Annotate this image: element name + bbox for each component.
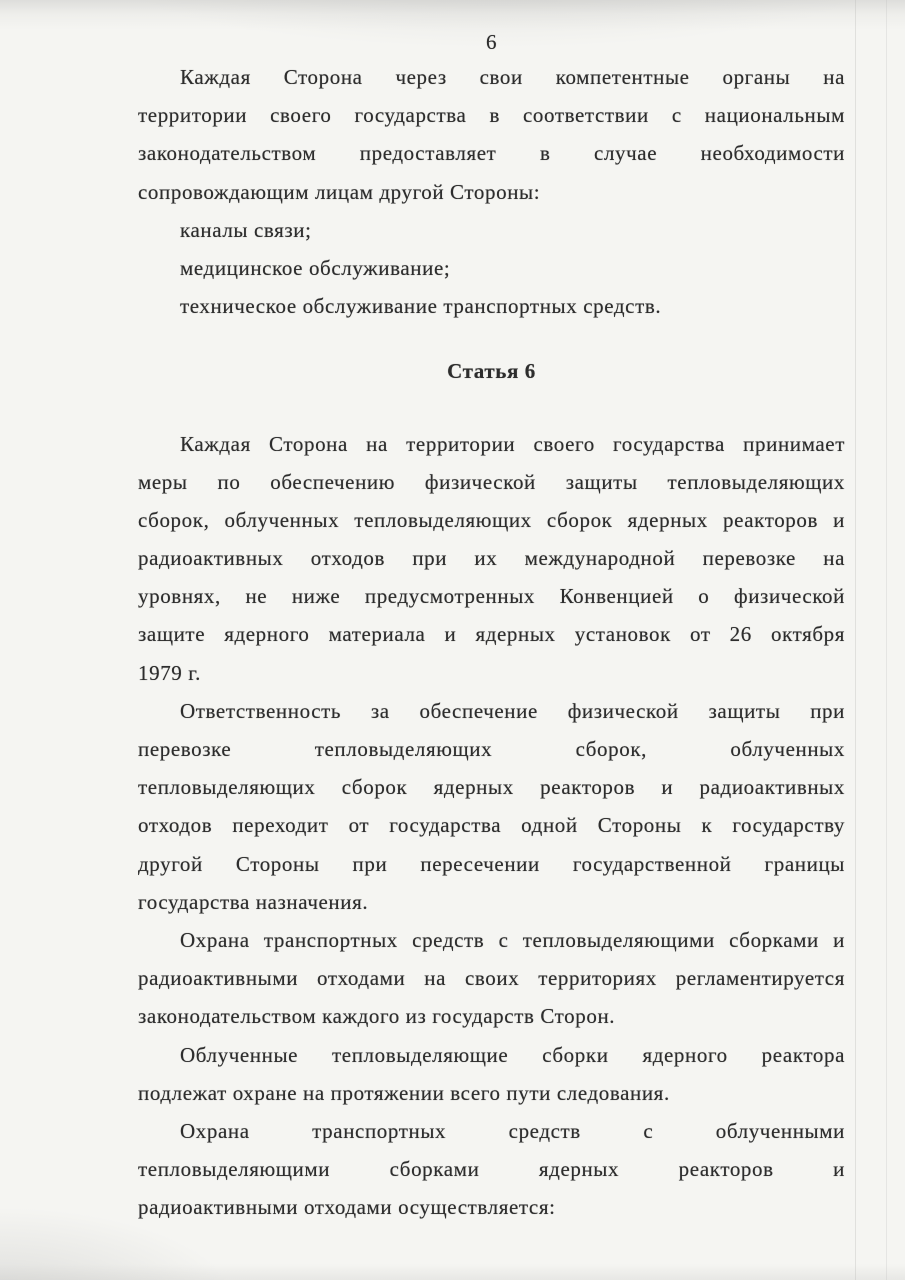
paragraph <box>138 692 845 921</box>
scan-fold-line <box>855 0 856 1280</box>
paragraph-line: защите ядерного материала и ядерных установок от 26 октября <box>138 622 845 647</box>
article-heading-text: Статья 6 <box>447 359 536 384</box>
article-heading <box>138 352 845 390</box>
paragraph-line: Облученные тепловыделяющие сборки ядерного реактора <box>180 1042 845 1067</box>
paragraph-line: радиоактивными отходами осуществляется: <box>138 1195 556 1220</box>
paragraph <box>138 1112 845 1227</box>
paragraph-line: другой Стороны при пересечении государственной границы <box>138 851 845 876</box>
list-item-line: медицинское обслуживание; <box>180 255 451 280</box>
paragraph <box>138 58 845 211</box>
scan-fold-line <box>886 0 887 1280</box>
paragraph-line: сопровождающим лицам другой Стороны: <box>138 179 541 204</box>
paragraph-line: тепловыделяющими сборками ядерных реакторов и <box>138 1157 845 1182</box>
paragraph-line: радиоактивных отходов при их международной перевозке на <box>138 546 845 571</box>
paragraph-line: тепловыделяющих сборок ядерных реакторов и радиоактивных <box>138 775 845 800</box>
paragraph <box>138 921 845 1036</box>
paragraph-line: Каждая Сторона на территории своего государства принимает <box>180 431 845 456</box>
paragraph-line: меры по обеспечению физической защиты тепловыделяющих <box>138 469 845 494</box>
list-item-line: техническое обслуживание транспортных средств. <box>180 294 662 319</box>
paragraph-line: радиоактивными отходами на своих территориях регламентируется <box>138 966 845 991</box>
paragraph <box>138 1036 845 1112</box>
paragraph-line: территории своего государства в соответствии с национальным <box>138 103 845 128</box>
paragraph-line: перевозке тепловыделяющих сборок, облученных <box>138 737 845 761</box>
paragraph-line: законодательством предоставляет в случае необходимости <box>138 141 845 166</box>
paragraph-line: сборок, облученных тепловыделяющих сборок ядерных реакторов и <box>138 507 845 532</box>
paragraph-line: подлежат охране на протяжении всего пути следования. <box>138 1080 670 1105</box>
paragraph-line: Каждая Сторона через свои компетентные органы на <box>180 65 845 89</box>
paragraph-line: государства назначения. <box>138 889 369 914</box>
paragraph-line: 1979 г. <box>138 660 201 685</box>
paragraph-line: Ответственность за обеспечение физической защиты при <box>180 698 845 723</box>
paragraph-line: отходов переходит от государства одной Стороны к государству <box>138 813 845 838</box>
list-item-line: каналы связи; <box>180 217 312 242</box>
provision-list <box>138 211 845 326</box>
paragraph-line: Охрана транспортных средств с тепловыделяющими сборками и <box>180 927 845 952</box>
paragraph-line: законодательством каждого из государств Сторон. <box>138 1004 616 1029</box>
text-column <box>138 0 845 1226</box>
paragraph-line: уровнях, не ниже предусмотренных Конвенцией о физической <box>138 584 845 609</box>
page-number: 6 <box>485 30 498 54</box>
paragraph <box>138 425 845 692</box>
paragraph-line: Охрана транспортных средств с облученными <box>180 1118 845 1143</box>
